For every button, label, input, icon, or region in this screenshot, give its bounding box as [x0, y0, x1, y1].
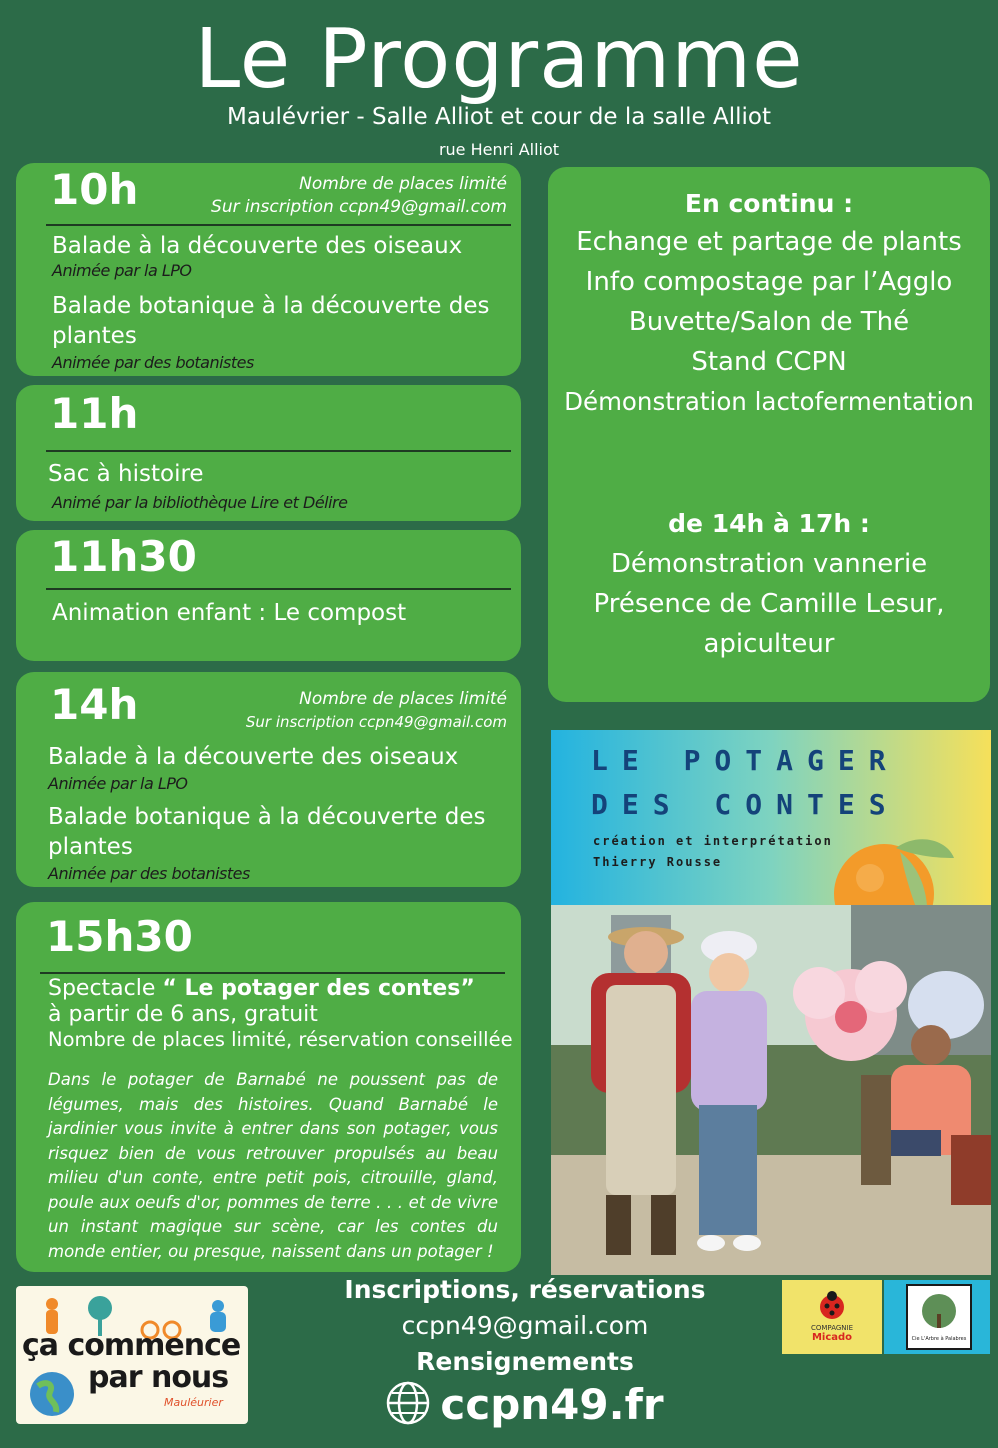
afternoon-item: Démonstration vannerie	[610, 549, 928, 579]
slot-time: 10h	[50, 165, 139, 214]
footer-website[interactable]: ccpn49.fr	[440, 1380, 664, 1429]
poster-credit: Thierry Rousse	[593, 855, 723, 869]
logo-text: ça commence	[22, 1328, 241, 1363]
activity: Balade botanique à la découverte des plantes	[52, 293, 490, 349]
globe-icon	[28, 1370, 76, 1418]
activity-host: Animé par la bibliothèque Lire et Délire	[52, 493, 348, 512]
divider	[46, 588, 511, 590]
slot-14h	[16, 672, 521, 887]
continuous-heading: En continu :	[684, 189, 854, 218]
footer-website-row[interactable]	[300, 1380, 750, 1429]
continuous-box	[548, 167, 990, 702]
continuous-item: Echange et partage de plants	[576, 227, 962, 257]
ca-commence-par-nous-logo	[16, 1286, 248, 1424]
continuous-item: Buvette/Salon de Thé	[628, 307, 910, 337]
show-photo	[551, 905, 991, 1275]
street-address: rue Henri Alliot	[438, 140, 560, 159]
activity: Balade à la découverte des oiseaux	[48, 744, 459, 770]
poster-title: LE POTAGER	[591, 744, 900, 777]
afternoon-item: apiculteur	[703, 629, 835, 659]
activity-host: Animée par des botanistes	[52, 353, 254, 372]
micado-text: Micado	[811, 1332, 853, 1343]
slot-note: Nombre de places limité Sur inscription ccpn49@gmail.com	[211, 174, 507, 217]
activity: Balade botanique à la découverte des plantes	[48, 804, 486, 860]
slot-11h	[16, 385, 521, 521]
slot-time: 14h	[50, 680, 139, 729]
continuous-item: Stand CCPN	[691, 347, 847, 377]
slot-10h	[16, 163, 521, 376]
logo-place: Mauléurier	[164, 1396, 223, 1409]
divider	[40, 972, 505, 974]
slot-11h30	[16, 530, 521, 661]
divider	[46, 224, 511, 226]
activity: Sac à histoire	[48, 461, 204, 487]
activity-host: Animée par la LPO	[52, 261, 192, 280]
show-title: Spectacle “ Le potager des contes”	[48, 976, 475, 1001]
show-description: Dans le potager de Barnabé ne poussent pas de légumes, mais des histoires. Quand Barnabé le jardinier vous invite à entrer dans son potager, vous risquez bien de vous retrouver propulsés au beau milieu d'un conte, entre petit pois, citrouille, gland, poule aux oeufs d'or, pommes de terre . . . et de vivre un instant magique sur scène, car les contes du monde entier, ou presque, naissent dans un potager !	[48, 1070, 498, 1261]
show-age: à partir de 6 ans, gratuit	[48, 1002, 318, 1027]
arbre-palabres-logo	[884, 1280, 990, 1354]
logo-text: par nous	[88, 1360, 229, 1395]
poster-credit: création et interprétation	[593, 834, 833, 848]
show-poster	[551, 730, 991, 1275]
afternoon-heading: de 14h à 17h :	[668, 509, 870, 538]
continuous-item: Info compostage par l’Agglo	[585, 267, 953, 297]
show-booking: Nombre de places limité, réservation conseillée	[48, 1028, 513, 1051]
slot-note: Nombre de places limité Sur inscription ccpn49@gmail.com	[245, 689, 507, 731]
footer-info: Rensignements	[416, 1347, 634, 1376]
slot-15h30	[16, 902, 521, 1272]
activity: Animation enfant : Le compost	[52, 600, 407, 626]
ladybug-icon	[816, 1290, 848, 1320]
tree-icon	[920, 1292, 958, 1330]
micado-logo	[782, 1280, 882, 1354]
divider	[46, 450, 511, 452]
page-title: Le Programme	[194, 12, 804, 107]
activity: Balade à la découverte des oiseaux	[52, 233, 463, 259]
page-subtitle: Maulévrier - Salle Alliot et cour de la salle Alliot	[227, 104, 771, 130]
poster-title: DES CONTES	[591, 788, 900, 821]
continuous-item: Démonstration lactofermentation	[564, 387, 974, 416]
arbre-text: Cie L'Arbre à Palabres	[911, 1336, 967, 1342]
afternoon-item: Présence de Camille Lesur,	[593, 589, 945, 619]
footer-inscriptions: Inscriptions, réservations	[344, 1275, 706, 1304]
slot-time: 11h	[50, 389, 139, 438]
slot-time: 11h30	[50, 532, 197, 581]
slot-time: 15h30	[46, 912, 193, 961]
globe-icon	[386, 1381, 430, 1425]
footer-email[interactable]: ccpn49@gmail.com	[401, 1311, 649, 1340]
activity-host: Animée par des botanistes	[48, 864, 250, 883]
activity-host: Animée par la LPO	[48, 774, 188, 793]
micado-text: COMPAGNIE	[810, 1324, 854, 1332]
